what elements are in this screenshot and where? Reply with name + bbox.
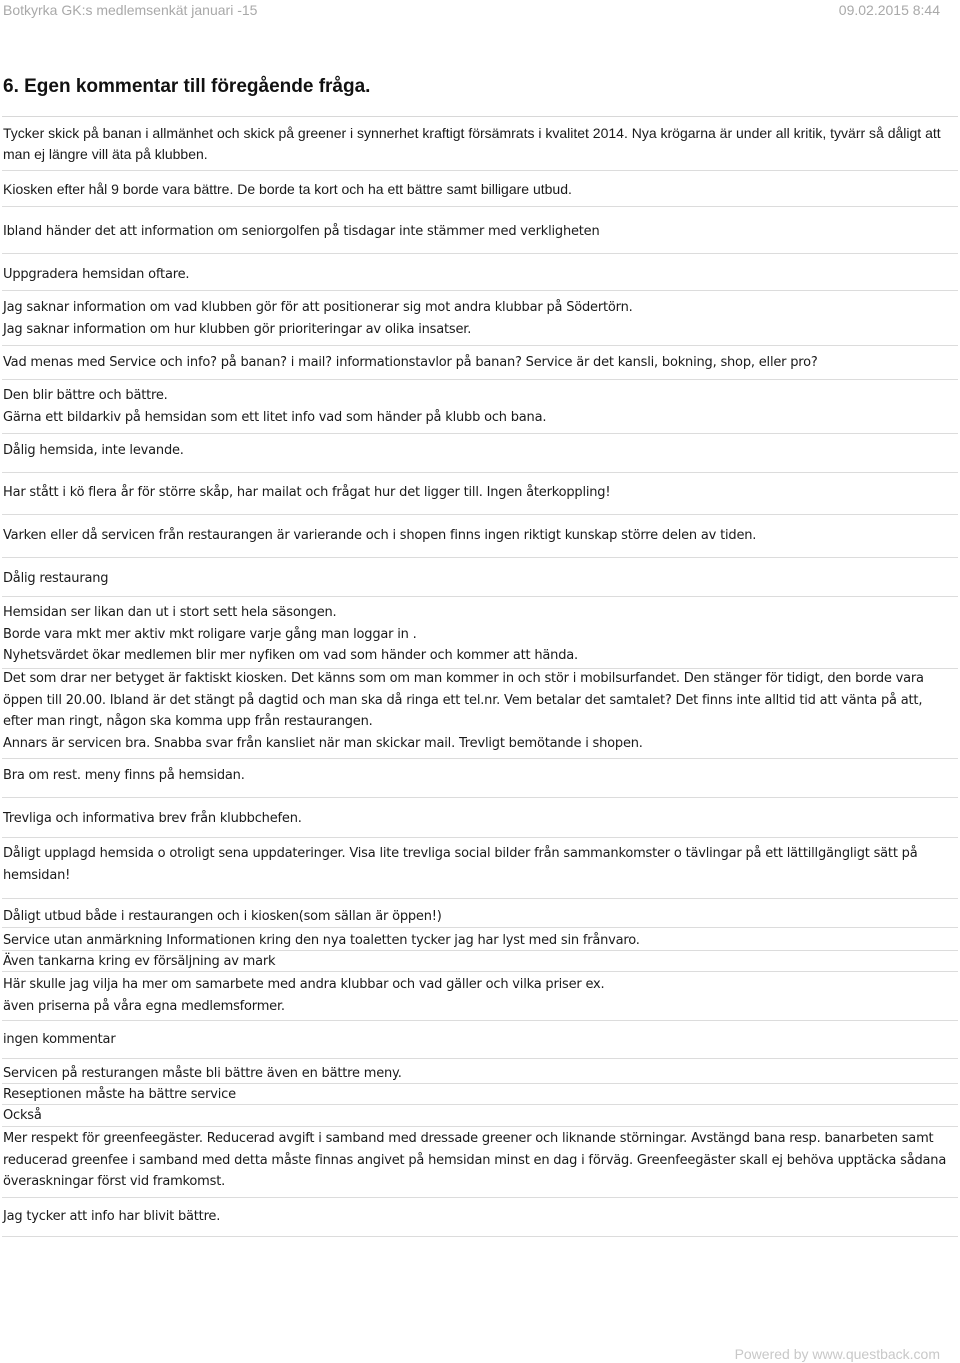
- response-item: Dåligt utbud både i restaurangen och i kiosken(som sällan är öppen!): [3, 909, 442, 924]
- response-item: Jag tycker att info har blivit bättre.: [3, 1209, 221, 1224]
- response-item: Här skulle jag vilja ha mer om samarbete med andra klubbar och vad gäller och vilka priser ex. även priserna på våra egna medlemsformer.: [3, 977, 605, 1014]
- response-item: Det som drar ner betyget är faktiskt kiosken. Det känns som om man kommer in och stör i mobilsurfandet. Den stänger för tidigt, den borde vara öppen till 20.00. Ibland är det stängt på dagtid och man ska då ringa ett tel.nr. Vem betalar det samtalet? Det finns inte alltid tid att vänta på att, efter man ringt, någon ska komma upp från restaurangen. Annars är servicen bra. Snabba svar från kansliet när man skickar mail. Trevligt bemötande i shopen.: [3, 671, 924, 751]
- divider: [2, 758, 958, 759]
- divider: [2, 170, 958, 171]
- divider: [2, 557, 958, 558]
- response-item: Service utan anmärkning Informationen kring den nya toaletten tycker jag har lyst med sin frånvaro.: [3, 933, 640, 948]
- divider: [2, 116, 958, 117]
- response-item: Dåligt upplagd hemsida o otroligt sena uppdateringer. Visa lite trevliga social bilder från sammankomster o tävlingar på ett lättillgängligt sätt på hemsidan!: [3, 846, 918, 883]
- divider: [2, 253, 958, 254]
- divider: [2, 1020, 958, 1021]
- response-item: Uppgradera hemsidan oftare.: [3, 267, 190, 282]
- response-item: Den blir bättre och bättre. Gärna ett bildarkiv på hemsidan som ett litet info vad som händer på klubb och bana.: [3, 388, 547, 425]
- divider: [2, 345, 958, 346]
- response-item: Dålig hemsida, inte levande.: [3, 443, 184, 458]
- response-item: Ibland händer det att information om seniorgolfen på tisdagar inte stämmer med verkligheten: [3, 224, 600, 239]
- divider: [2, 433, 958, 434]
- divider: [2, 206, 958, 207]
- footer-credit: Powered by www.questback.com: [734, 1346, 940, 1362]
- response-item: Hemsidan ser likan dan ut i stort sett hela säsongen. Borde vara mkt mer aktiv mkt roligare varje gång man loggar in . Nyhetsvärdet ökar medlemen blir mer nyfiken om vad som händer och kommer att hända.: [3, 605, 578, 664]
- divider: [2, 1197, 958, 1198]
- response-item: Servicen på resturangen måste bli bättre även en bättre meny.: [3, 1066, 402, 1081]
- divider: [2, 472, 958, 473]
- divider: [2, 1236, 958, 1237]
- response-item: ingen kommentar: [3, 1032, 116, 1047]
- divider: [2, 514, 958, 515]
- response-item: Jag saknar information om vad klubben gör för att positionerar sig mot andra klubbar på Södertörn. Jag saknar information om hur klubben gör prioriteringar av olika insatser.: [3, 300, 633, 337]
- export-date: 09.02.2015 8:44: [838, 2, 940, 18]
- divider: [2, 290, 958, 291]
- divider: [2, 1126, 958, 1127]
- response-item: Vad menas med Service och info? på banan? i mail? informationstavlor på banan? Service är det kansli, bokning, shop, eller pro?: [3, 355, 818, 370]
- page-header: [0, 0, 960, 22]
- response-item: Också: [3, 1108, 42, 1123]
- question-heading: 6. Egen kommentar till föregående fråga.: [3, 76, 371, 97]
- response-item: Bra om rest. meny finns på hemsidan.: [3, 768, 245, 783]
- divider: [2, 927, 958, 928]
- response-item: Dålig restaurang: [3, 571, 109, 586]
- response-item: Mer respekt för greenfeegäster. Reducerad avgift i samband med dressade greener och liknande störningar. Avstängd bana resp. banarbeten samt reducerad greenfee i samband med detta måste finnas angivet på hemsidan minst en dag i förväg. Greenfeegäster skall ej behöva upptäcka sådana överaskningar först vid framkomst.: [3, 1131, 947, 1190]
- survey-title: Botkyrka GK:s medlemsenkät januari -15: [3, 2, 258, 18]
- divider: [2, 596, 958, 597]
- response-item: Kiosken efter hål 9 borde vara bättre. De borde ta kort och ha ett bättre samt billigare utbud.: [3, 181, 572, 197]
- response-item: Har stått i kö flera år för större skåp, har mailat och frågat hur det ligger till. Ingen återkoppling!: [3, 485, 611, 500]
- divider: [2, 898, 958, 899]
- response-item: Tycker skick på banan i allmänhet och skick på greener i synnerhet kraftigt försämrats i kvalitet 2014. Nya krögarna är under all kritik, tyvärr så dåligt att man ej längre vill äta på klubben.: [3, 125, 941, 162]
- divider: [2, 797, 958, 798]
- divider: [2, 379, 958, 380]
- response-item: Trevliga och informativa brev från klubbchefen.: [3, 811, 302, 826]
- response-item: Varken eller då servicen från restaurangen är varierande och i shopen finns ingen riktigt kunskap större delen av tiden.: [3, 528, 757, 543]
- response-item: Reseptionen måste ha bättre service: [3, 1087, 236, 1102]
- response-item: Även tankarna kring ev försäljning av mark: [3, 954, 276, 969]
- divider: [2, 837, 958, 838]
- divider: [2, 971, 958, 972]
- divider: [2, 1058, 958, 1059]
